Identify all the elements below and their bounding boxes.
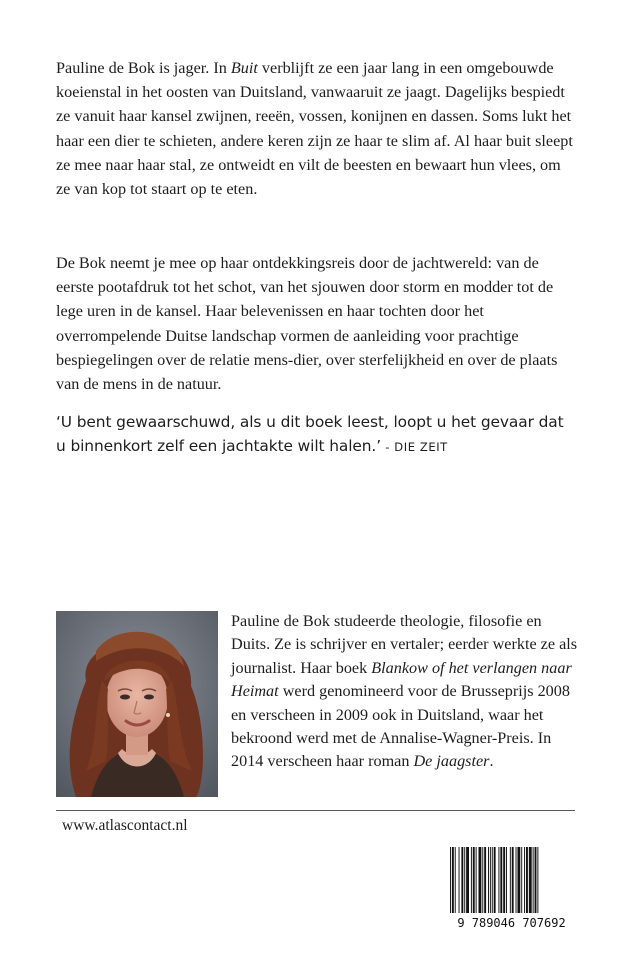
author-photo <box>56 611 218 797</box>
blurb-paragraph-2: De Bok neemt je mee op haar ontdekkingsreis door de jachtwereld: van de eerste pootafdruk tot het schot, van het sjouwen door storm en modder tot de lege uren in de kansel. Haar belevenissen en haar tochten door het overrompelende Duitse landschap vormen de aanleiding voor prachtige bespiegelingen over de relatie mens-dier, over sterfelijkheid en over de plaats van de mens in de natuur. <box>56 254 558 394</box>
barcode-bar <box>471 847 472 913</box>
barcode-bar <box>500 847 502 913</box>
barcode-bar <box>492 847 493 913</box>
barcode-bar <box>517 847 520 913</box>
barcode-bar <box>529 847 532 913</box>
barcode-bar <box>524 847 525 913</box>
barcode-bar <box>461 847 463 913</box>
blurb-text: verblijft ze een jaar lang in een omgebouwde koeienstal in het oosten van Duitsland, vanwaaruit ze jaagt. Dagelijks bespiedt ze vanuit haar kansel zwijnen, reeën, vossen, konijnen en dassen. Soms lukt het haar een dier te schieten, andere keren zijn ze haar te slim af. Al haar buit sleept ze mee naar haar stal, ze ontweidt en vilt de beesten en bewaart hun vlees, om ze van kop tot staart op te eten. <box>56 59 573 199</box>
barcode-bar <box>482 847 483 913</box>
barcode-bar <box>521 847 522 913</box>
barcode-bar <box>450 847 451 913</box>
barcode-bar <box>535 847 537 913</box>
barcode-bar <box>512 847 514 913</box>
barcode-bar <box>490 847 491 913</box>
author-portrait-illustration <box>56 611 218 797</box>
barcode-bar <box>498 847 499 913</box>
author-bio <box>231 610 581 774</box>
isbn-digits: 9 789046 707692 <box>457 916 566 930</box>
barcode-bar <box>494 847 496 913</box>
barcode-bar <box>484 847 486 913</box>
barcode-bar <box>466 847 469 913</box>
barcode-bar <box>464 847 465 913</box>
bio-text: . <box>489 752 494 771</box>
bio-text: Pauline de Bok studeerde theologie, filosofie en Duits. Ze is schrijver en vertaler; eerder werkte ze als journalist. Haar boek <box>231 612 578 677</box>
barcode-bar <box>459 847 460 913</box>
publisher-website[interactable]: www.atlascontact.nl <box>62 817 188 834</box>
divider <box>56 810 575 811</box>
barcode-bar <box>488 847 489 913</box>
barcode-bar <box>455 847 456 913</box>
blurb-paragraph-1 <box>56 56 576 201</box>
barcode-bar <box>526 847 528 913</box>
quote-text: ‘U bent gewaarschuwd, als u dit boek leest, loopt u het gevaar dat u binnenkort zelf een jachtakte wilt halen.’ <box>56 413 564 455</box>
quote-source: - DIE ZEIT <box>381 440 448 454</box>
barcode-graphic <box>448 845 575 930</box>
barcode-bar <box>537 847 538 913</box>
barcode-bar <box>473 847 475 913</box>
book-title: Buit <box>230 59 258 77</box>
barcode-bar <box>533 847 534 913</box>
press-quote <box>56 410 576 459</box>
barcode-bar <box>503 847 505 913</box>
isbn-barcode <box>448 845 575 930</box>
bio-text: werd genomineerd voor de Brusseprijs 2008 en verscheen in 2009 ook in Duitsland, waar het bekroond werd met de Annalise-Wagner-Preis. In 2014 verscheen haar roman <box>231 682 570 771</box>
barcode-bar <box>479 847 482 913</box>
barcode-bar <box>506 847 507 913</box>
blurb-text: Pauline de Bok is jager. In <box>56 59 231 77</box>
barcode-bar <box>476 847 477 913</box>
barcode-bar <box>516 847 517 913</box>
barcode-bar <box>452 847 454 913</box>
barcode-bar <box>510 847 511 913</box>
book-title: De jaagster <box>413 752 490 771</box>
book-title: Blankow of het verlangen naar Heimat <box>231 658 572 701</box>
